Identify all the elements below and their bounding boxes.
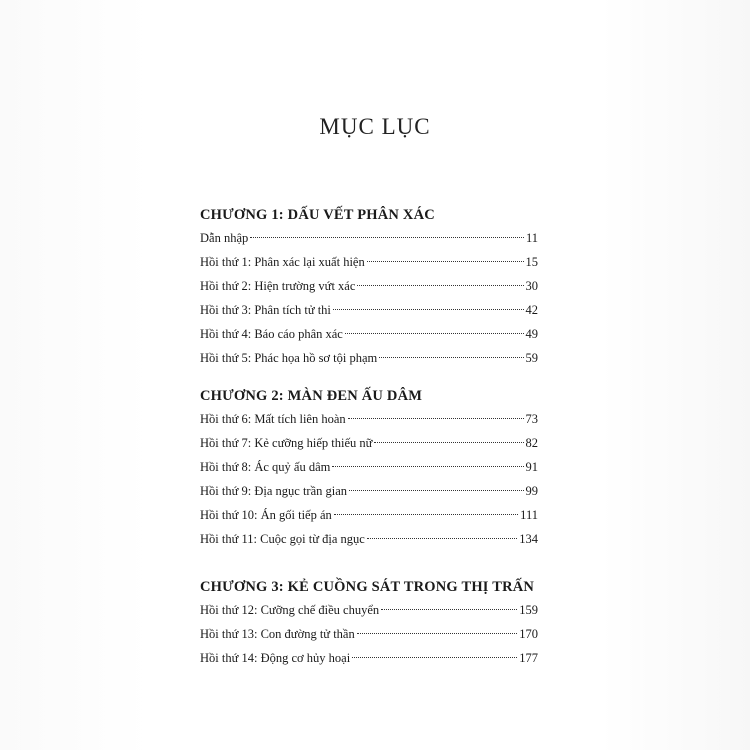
toc-entry[interactable] bbox=[200, 646, 538, 670]
dot-leader bbox=[381, 609, 517, 610]
entry-page-number: 99 bbox=[525, 484, 538, 498]
toc-entry[interactable] bbox=[200, 250, 538, 274]
entry-page-number: 11 bbox=[525, 231, 538, 245]
chapter-2 bbox=[200, 385, 538, 551]
dot-leader bbox=[357, 285, 523, 286]
entry-page-number: 82 bbox=[525, 436, 538, 450]
toc-entry[interactable] bbox=[200, 346, 538, 370]
dot-leader bbox=[333, 309, 524, 310]
toc-entry[interactable] bbox=[200, 298, 538, 322]
dot-leader bbox=[357, 633, 518, 634]
entry-label: Hồi thứ 13: Con đường tử thần bbox=[200, 627, 355, 641]
toc-entry[interactable] bbox=[200, 455, 538, 479]
dot-leader bbox=[334, 514, 518, 515]
entry-page-number: 111 bbox=[520, 508, 538, 522]
entry-page-number: 42 bbox=[525, 303, 538, 317]
entry-label: Hồi thứ 9: Địa ngục trần gian bbox=[200, 484, 348, 498]
entry-label: Hồi thứ 14: Động cơ hủy hoại bbox=[200, 651, 351, 665]
chapter-3 bbox=[200, 576, 538, 670]
entry-label: Hồi thứ 2: Hiện trường vứt xác bbox=[200, 279, 356, 293]
toc-title: MỤC LỤC bbox=[319, 114, 431, 139]
toc-entry[interactable] bbox=[200, 407, 538, 431]
entry-label: Hồi thứ 3: Phân tích tử thi bbox=[200, 303, 331, 317]
entry-page-number: 91 bbox=[525, 460, 538, 474]
dot-leader bbox=[379, 357, 523, 358]
toc-entry[interactable] bbox=[200, 598, 538, 622]
dot-leader bbox=[374, 442, 523, 443]
entry-label: Dẫn nhập bbox=[200, 231, 249, 245]
entry-page-number: 177 bbox=[519, 651, 538, 665]
chapter-title: CHƯƠNG 3: KẺ CUỒNG SÁT TRONG THỊ TRẤN bbox=[200, 579, 535, 595]
entry-page-number: 134 bbox=[519, 532, 538, 546]
entry-label: Hồi thứ 1: Phân xác lại xuất hiện bbox=[200, 255, 365, 269]
entry-label: Hồi thứ 10: Án gối tiếp án bbox=[200, 508, 332, 522]
toc-entry[interactable] bbox=[200, 622, 538, 646]
entry-label: Hồi thứ 5: Phác họa hồ sơ tội phạm bbox=[200, 351, 378, 365]
chapter-title: CHƯƠNG 1: DẤU VẾT PHÂN XÁC bbox=[200, 207, 435, 223]
entry-label: Hồi thứ 8: Ác quỷ ấu dâm bbox=[200, 460, 331, 474]
entry-label: Hồi thứ 11: Cuộc gọi từ địa ngục bbox=[200, 532, 365, 546]
dot-leader bbox=[345, 333, 524, 334]
entry-page-number: 159 bbox=[519, 603, 538, 617]
toc-entry[interactable] bbox=[200, 226, 538, 250]
entry-label: Hồi thứ 7: Kẻ cưỡng hiếp thiếu nữ bbox=[200, 436, 373, 450]
toc-entry[interactable] bbox=[200, 431, 538, 455]
entry-label: Hồi thứ 12: Cưỡng chế điều chuyển bbox=[200, 603, 380, 617]
dot-leader bbox=[367, 261, 524, 262]
entry-label: Hồi thứ 4: Báo cáo phân xác bbox=[200, 327, 343, 341]
entry-page-number: 59 bbox=[525, 351, 538, 365]
dot-leader bbox=[332, 466, 523, 467]
entry-label: Hồi thứ 6: Mất tích liên hoàn bbox=[200, 412, 346, 426]
entry-page-number: 73 bbox=[525, 412, 538, 426]
entry-page-number: 49 bbox=[525, 327, 538, 341]
dot-leader bbox=[352, 657, 517, 658]
chapter-1 bbox=[200, 204, 538, 370]
entry-page-number: 15 bbox=[525, 255, 538, 269]
toc-entry[interactable] bbox=[200, 274, 538, 298]
toc-entry[interactable] bbox=[200, 479, 538, 503]
toc-entry[interactable] bbox=[200, 527, 538, 551]
toc-entry[interactable] bbox=[200, 322, 538, 346]
toc-entry[interactable] bbox=[200, 503, 538, 527]
chapter-title: CHƯƠNG 2: MÀN ĐEN ẤU DÂM bbox=[200, 388, 423, 404]
dot-leader bbox=[367, 538, 517, 539]
dot-leader bbox=[250, 237, 524, 238]
entry-page-number: 30 bbox=[525, 279, 538, 293]
dot-leader bbox=[348, 418, 524, 419]
dot-leader bbox=[349, 490, 523, 491]
entry-page-number: 170 bbox=[519, 627, 538, 641]
